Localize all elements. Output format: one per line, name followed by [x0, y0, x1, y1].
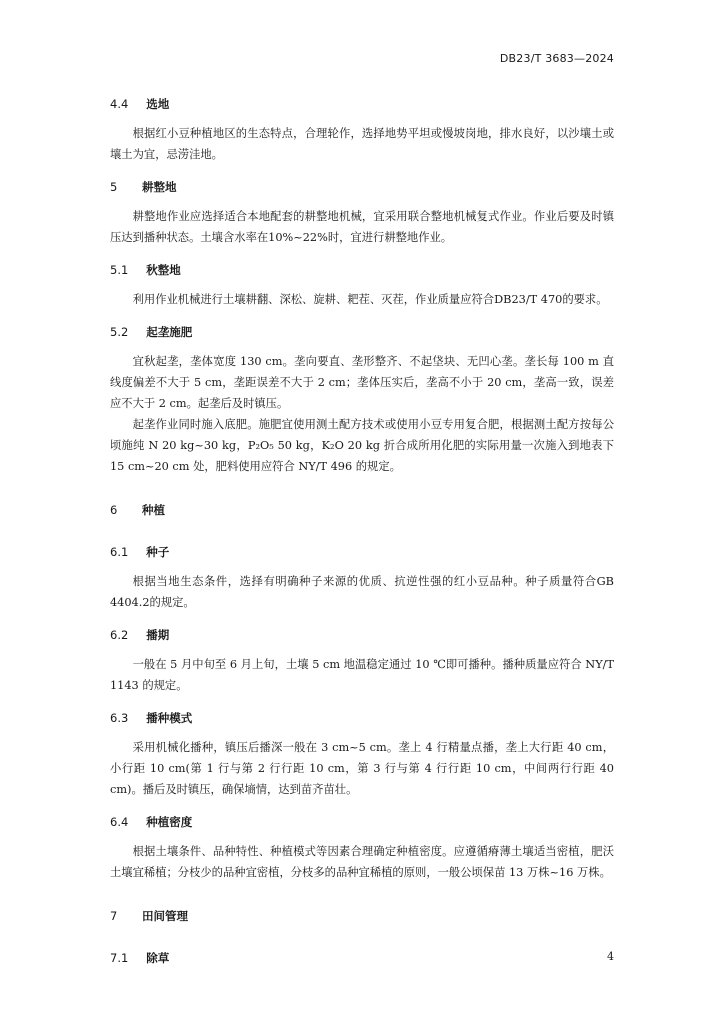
section-heading-5-2: 5.2 起垄施肥: [110, 325, 193, 339]
section-heading-6-2: 6.2 播期: [110, 628, 170, 642]
paragraph: 根据当地生态条件，选择有明确种子来源的优质、抗逆性强的红小豆品种。种子质量符合GB 4404.2的规定。: [110, 575, 614, 609]
paragraph: 根据红小豆种植地区的生态特点，合理轮作，选择地势平坦或慢坡岗地，排水良好，以沙壤土或壤土为宜，忌涝洼地。: [110, 127, 614, 161]
page-number: 4: [607, 950, 614, 963]
paragraph: 利用作业机械进行土壤耕翻、深松、旋耕、耙茬、灭茬，作业质量应符合DB23/T 470的要求。: [132, 293, 608, 306]
document-code: DB23/T 3683—2024: [499, 52, 614, 65]
paragraph: 宜秋起垄，垄体宽度 130 cm。垄向要直、垄形整齐、不起垡块、无凹心垄。垄长每 100 m 直线度偏差不大于 5 cm，垄距误差不大于 2 cm；垄体压实后，垄高不小于 20 cm，垄高一致，误差应不大于 2 cm。起垄后及时镇压。: [110, 355, 614, 410]
paragraph: 根据土壤条件、品种特性、种植模式等因素合理确定种植密度。应遵循瘠薄土壤适当密植，肥沃土壤宜稀植；分枝少的品种宜密植，分枝多的品种宜稀植的原则，一般公顷保苗 13 万株~16 万株。: [110, 845, 614, 879]
section-heading-6-3: 6.3 播种模式: [110, 711, 193, 725]
section-heading-6-4: 6.4 种植密度: [110, 815, 193, 829]
paragraph: 起垄作业同时施入底肥。施肥宜使用测土配方技术或使用小豆专用复合肥，根据测土配方按每公顷施纯 N 20 kg~30 kg，P₂O₅ 50 kg，K₂O 20 kg 折合成所用化肥的实际用量一次施入到地表下 15 cm~20 cm 处，肥料使用应符合 NY/T 496 的规定。: [110, 418, 614, 473]
section-heading-6-1: 6.1 种子: [110, 545, 170, 559]
section-heading-7-1: 7.1 除草: [110, 951, 170, 965]
section-heading-6: 6 种植: [110, 503, 165, 517]
document-body: [110, 95, 614, 967]
paragraph: 一般在 5 月中旬至 6 月上旬，土壤 5 cm 地温稳定通过 10 ℃即可播种。播种质量应符合 NY/T 1143 的规定。: [110, 658, 614, 692]
section-heading-4-4: 4.4 选地: [110, 97, 170, 111]
section-heading-5: 5 耕整地: [110, 180, 177, 194]
section-heading-5-1: 5.1 秋整地: [110, 263, 181, 277]
paragraph: 耕整地作业应选择适合本地配套的耕整地机械，宜采用联合整地机械复式作业。作业后要及时镇压达到播种状态。土壤含水率在10%~22%时，宜进行耕整地作业。: [110, 210, 614, 244]
section-heading-7: 7 田间管理: [110, 909, 188, 923]
paragraph: 采用机械化播种，镇压后播深一般在 3 cm~5 cm。垄上 4 行精量点播，垄上大行距 40 cm，小行距 10 cm(第 1 行与第 2 行行距 10 cm，第 3 行与第 4 行行距 10 cm，中间两行行距 40 cm)。播后及时镇压，确保墒情，达到苗齐苗壮。: [110, 741, 614, 796]
